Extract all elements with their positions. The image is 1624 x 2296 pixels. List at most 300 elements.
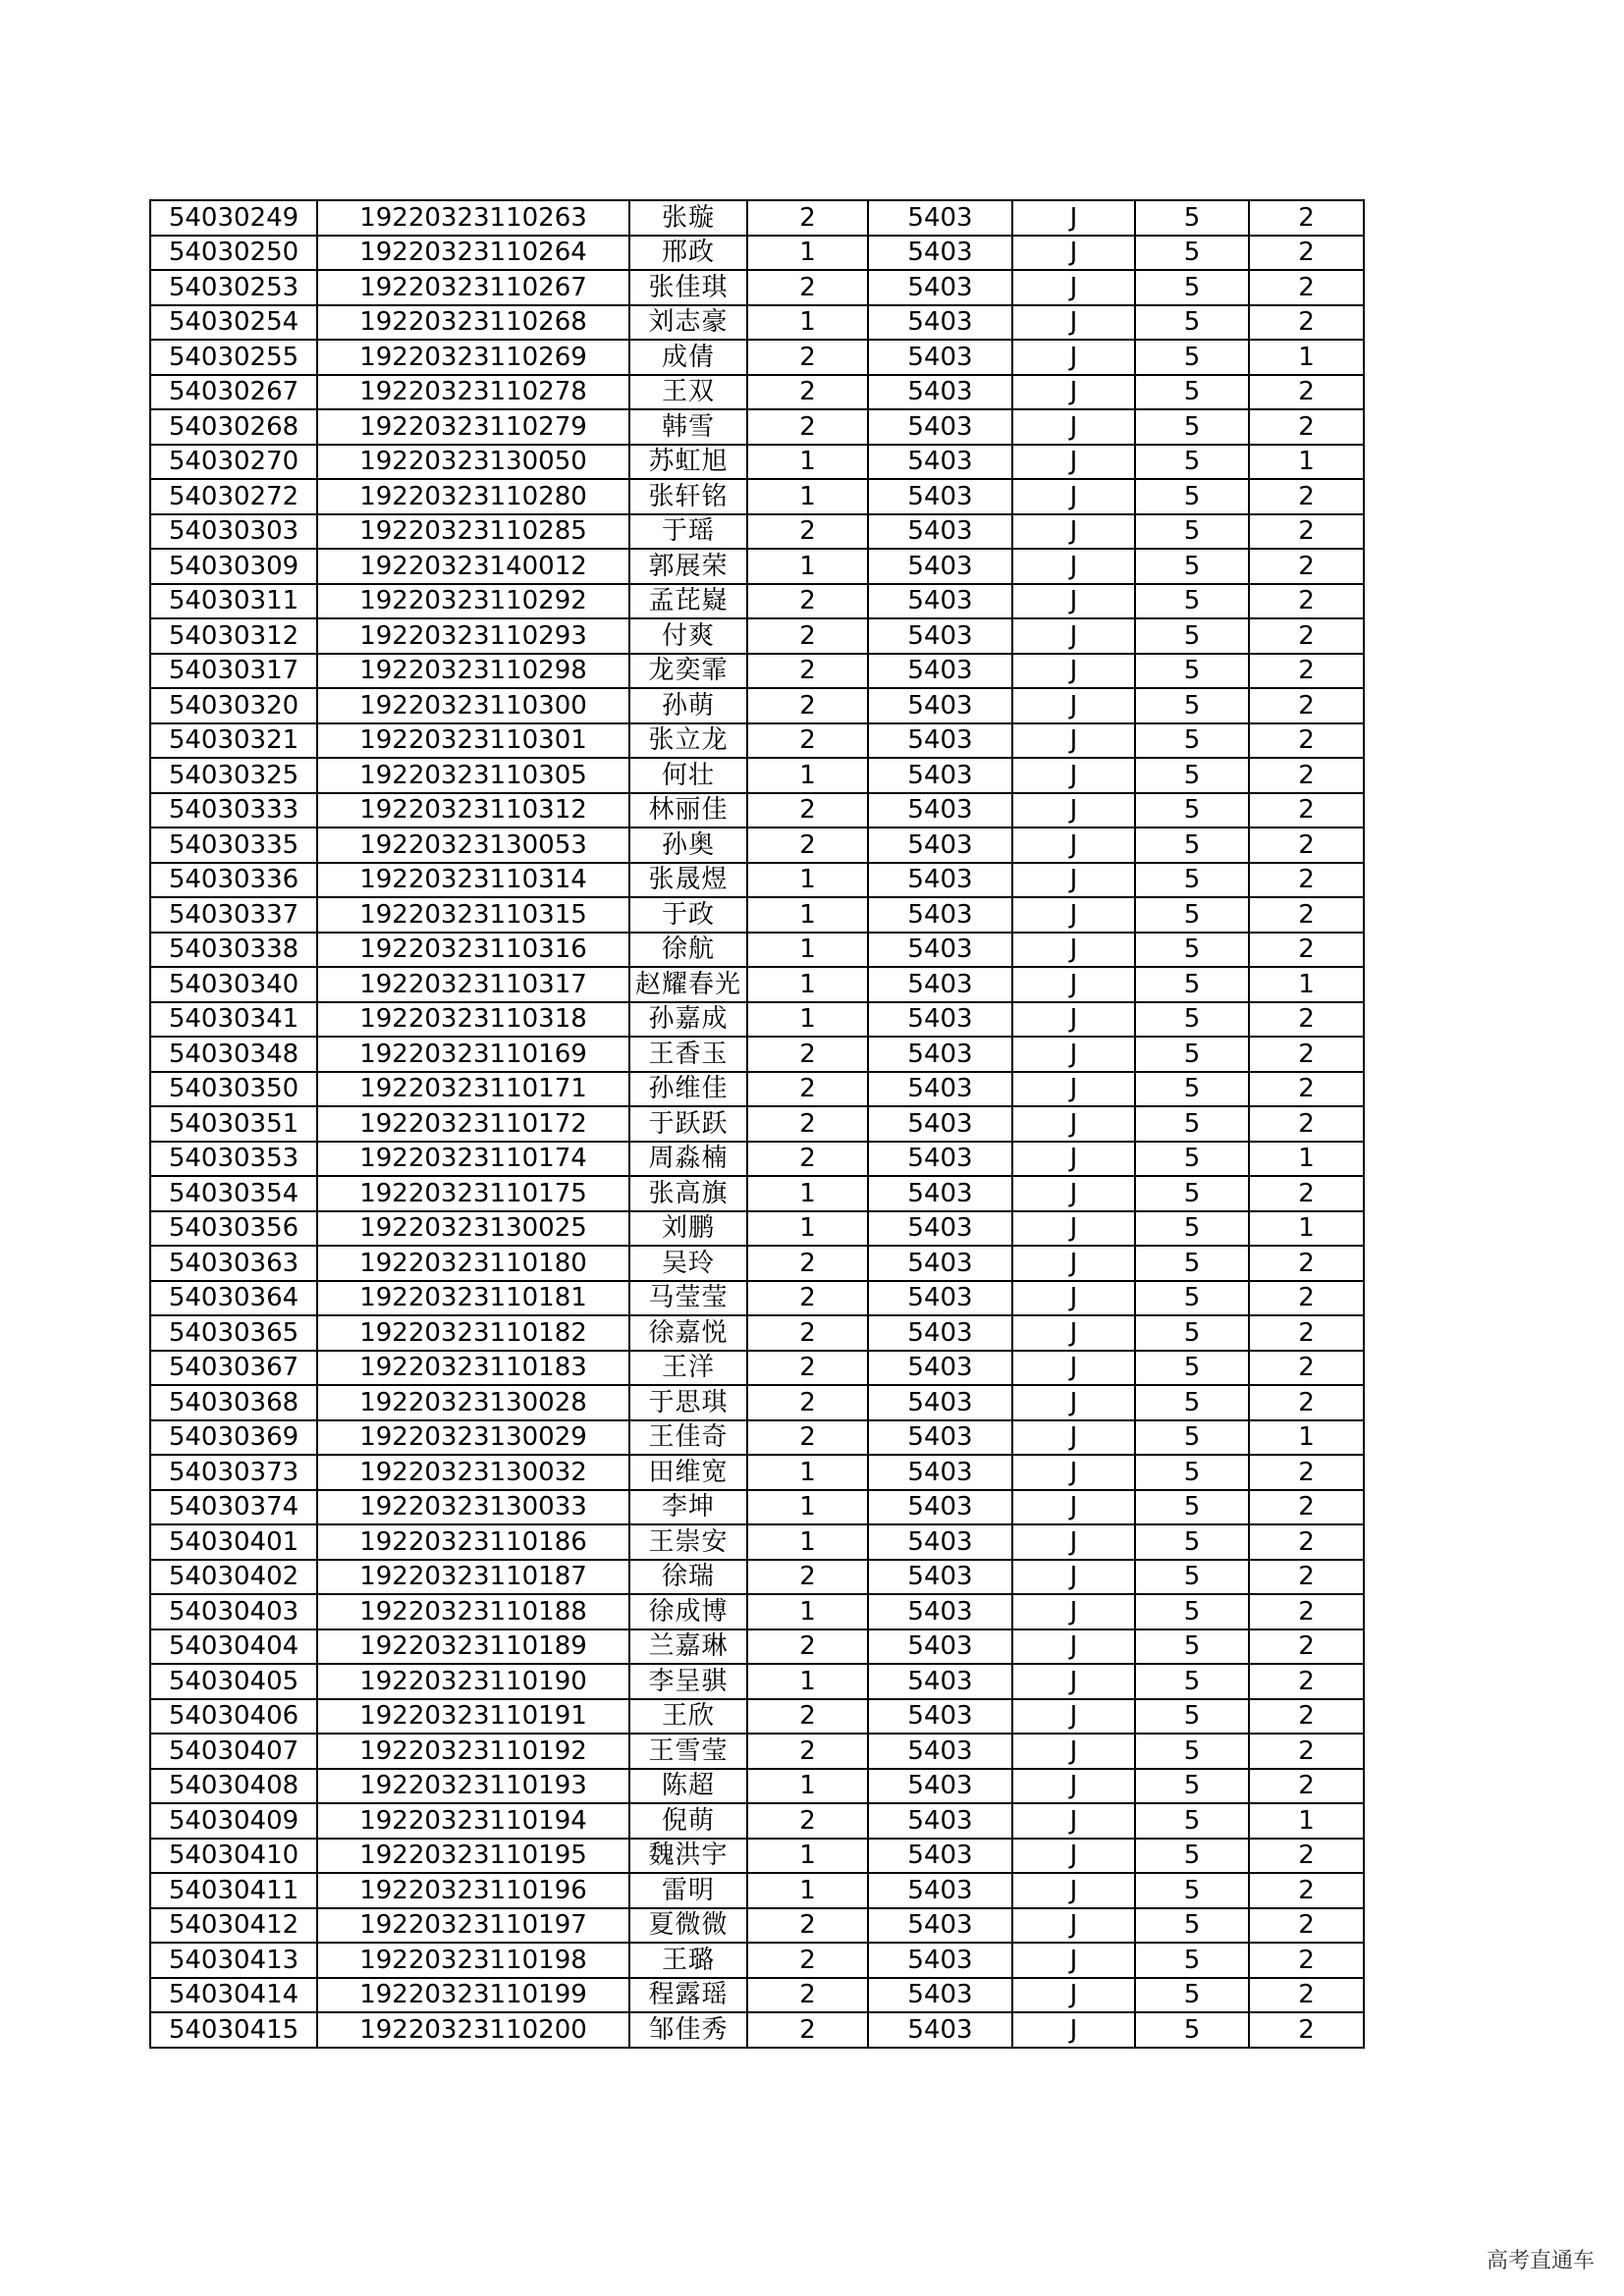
gender-code-cell: 2 (747, 340, 868, 375)
name-cell: 于瑶 (629, 514, 747, 550)
record-number-cell: 54030337 (150, 897, 317, 933)
name-cell: 张璇 (629, 200, 747, 236)
gender-code-cell: 2 (747, 2012, 868, 2048)
gender-code-cell: 1 (747, 236, 868, 271)
status-cell: 2 (1249, 1246, 1364, 1281)
name-cell: 王洋 (629, 1351, 747, 1386)
unit-code-cell: 5403 (868, 1594, 1012, 1629)
category-cell: J (1012, 200, 1135, 236)
name-cell: 林丽佳 (629, 793, 747, 828)
unit-code-cell: 5403 (868, 236, 1012, 271)
record-number-cell: 54030402 (150, 1560, 317, 1595)
name-cell: 徐瑞 (629, 1560, 747, 1595)
gender-code-cell: 1 (747, 1524, 868, 1560)
gender-code-cell: 2 (747, 1246, 868, 1281)
record-number-cell: 54030321 (150, 723, 317, 759)
status-cell: 2 (1249, 1490, 1364, 1525)
level-cell: 5 (1135, 1072, 1249, 1107)
unit-code-cell: 5403 (868, 1246, 1012, 1281)
name-cell: 倪萌 (629, 1803, 747, 1839)
exam-id-cell: 19220323110264 (317, 236, 629, 271)
level-cell: 5 (1135, 863, 1249, 898)
exam-id-cell: 19220323110300 (317, 688, 629, 723)
level-cell: 5 (1135, 1978, 1249, 2013)
record-number-cell: 54030412 (150, 1908, 317, 1944)
category-cell: J (1012, 409, 1135, 445)
record-number-cell: 54030270 (150, 445, 317, 480)
exam-id-cell: 19220323110194 (317, 1803, 629, 1839)
record-number-cell: 54030401 (150, 1524, 317, 1560)
unit-code-cell: 5403 (868, 793, 1012, 828)
gender-code-cell: 2 (747, 1037, 868, 1072)
unit-code-cell: 5403 (868, 1524, 1012, 1560)
category-cell: J (1012, 1106, 1135, 1142)
category-cell: J (1012, 1455, 1135, 1490)
gender-code-cell: 1 (747, 863, 868, 898)
exam-id-cell: 19220323110193 (317, 1769, 629, 1804)
gender-code-cell: 1 (747, 1176, 868, 1211)
level-cell: 5 (1135, 758, 1249, 793)
exam-id-cell: 19220323110190 (317, 1664, 629, 1699)
exam-id-cell: 19220323110174 (317, 1142, 629, 1177)
table-row (150, 1351, 1364, 1386)
status-cell: 2 (1249, 1455, 1364, 1490)
exam-id-cell: 19220323130053 (317, 828, 629, 863)
name-cell: 程露瑶 (629, 1978, 747, 2013)
unit-code-cell: 5403 (868, 933, 1012, 968)
status-cell: 2 (1249, 1351, 1364, 1386)
exam-id-cell: 19220323130050 (317, 445, 629, 480)
unit-code-cell: 5403 (868, 863, 1012, 898)
status-cell: 2 (1249, 305, 1364, 341)
exam-id-cell: 19220323110171 (317, 1072, 629, 1107)
exam-id-cell: 19220323110278 (317, 375, 629, 410)
name-cell: 付爽 (629, 618, 747, 654)
category-cell: J (1012, 305, 1135, 341)
category-cell: J (1012, 618, 1135, 654)
table-row (150, 1142, 1364, 1177)
name-cell: 王崇安 (629, 1524, 747, 1560)
name-cell: 王璐 (629, 1943, 747, 1978)
gender-code-cell: 1 (747, 1455, 868, 1490)
name-cell: 邹佳秀 (629, 2012, 747, 2048)
record-number-cell: 54030368 (150, 1385, 317, 1420)
category-cell: J (1012, 1699, 1135, 1735)
level-cell: 5 (1135, 200, 1249, 236)
level-cell: 5 (1135, 1560, 1249, 1595)
status-cell: 2 (1249, 1281, 1364, 1316)
category-cell: J (1012, 270, 1135, 305)
exam-id-cell: 19220323130033 (317, 1490, 629, 1525)
record-number-cell: 54030253 (150, 270, 317, 305)
table-row (150, 1455, 1364, 1490)
name-cell: 王香玉 (629, 1037, 747, 1072)
exam-id-cell: 19220323110285 (317, 514, 629, 550)
unit-code-cell: 5403 (868, 1769, 1012, 1804)
unit-code-cell: 5403 (868, 1002, 1012, 1038)
category-cell: J (1012, 1873, 1135, 1908)
gender-code-cell: 2 (747, 1699, 868, 1735)
name-cell: 于思琪 (629, 1385, 747, 1420)
level-cell: 5 (1135, 1176, 1249, 1211)
record-number-cell: 54030409 (150, 1803, 317, 1839)
gender-code-cell: 2 (747, 1142, 868, 1177)
table-row (150, 584, 1364, 619)
level-cell: 5 (1135, 2012, 1249, 2048)
table-row (150, 1629, 1364, 1665)
gender-code-cell: 1 (747, 1769, 868, 1804)
table-row (150, 340, 1364, 375)
table-row (150, 967, 1364, 1002)
record-number-cell: 54030351 (150, 1106, 317, 1142)
category-cell: J (1012, 375, 1135, 410)
exam-id-cell: 19220323110195 (317, 1839, 629, 1874)
name-cell: 张轩铭 (629, 479, 747, 514)
record-number-cell: 54030309 (150, 549, 317, 584)
level-cell: 5 (1135, 445, 1249, 480)
level-cell: 5 (1135, 1315, 1249, 1351)
table-row (150, 1072, 1364, 1107)
unit-code-cell: 5403 (868, 1629, 1012, 1665)
category-cell: J (1012, 1176, 1135, 1211)
status-cell: 2 (1249, 1072, 1364, 1107)
gender-code-cell: 2 (747, 200, 868, 236)
record-number-cell: 54030317 (150, 654, 317, 689)
record-number-cell: 54030406 (150, 1699, 317, 1735)
gender-code-cell: 2 (747, 1281, 868, 1316)
category-cell: J (1012, 1629, 1135, 1665)
table-row (150, 618, 1364, 654)
status-cell: 2 (1249, 236, 1364, 271)
level-cell: 5 (1135, 1769, 1249, 1804)
category-cell: J (1012, 1839, 1135, 1874)
status-cell: 2 (1249, 1943, 1364, 1978)
gender-code-cell: 2 (747, 1734, 868, 1769)
unit-code-cell: 5403 (868, 1873, 1012, 1908)
record-number-cell: 54030338 (150, 933, 317, 968)
exam-id-cell: 19220323110200 (317, 2012, 629, 2048)
exam-id-cell: 19220323110189 (317, 1629, 629, 1665)
status-cell: 2 (1249, 1664, 1364, 1699)
name-cell: 郭展荣 (629, 549, 747, 584)
exam-id-cell: 19220323110180 (317, 1246, 629, 1281)
table-row (150, 375, 1364, 410)
unit-code-cell: 5403 (868, 1839, 1012, 1874)
category-cell: J (1012, 549, 1135, 584)
unit-code-cell: 5403 (868, 1490, 1012, 1525)
name-cell: 邢政 (629, 236, 747, 271)
status-cell: 2 (1249, 1037, 1364, 1072)
exam-id-cell: 19220323110292 (317, 584, 629, 619)
record-number-cell: 54030363 (150, 1246, 317, 1281)
name-cell: 孙嘉成 (629, 1002, 747, 1038)
category-cell: J (1012, 967, 1135, 1002)
unit-code-cell: 5403 (868, 375, 1012, 410)
name-cell: 于政 (629, 897, 747, 933)
gender-code-cell: 2 (747, 584, 868, 619)
name-cell: 李坤 (629, 1490, 747, 1525)
table-row (150, 688, 1364, 723)
gender-code-cell: 1 (747, 305, 868, 341)
record-number-cell: 54030311 (150, 584, 317, 619)
record-number-cell: 54030367 (150, 1351, 317, 1386)
level-cell: 5 (1135, 1142, 1249, 1177)
table-row (150, 1002, 1364, 1038)
unit-code-cell: 5403 (868, 1142, 1012, 1177)
name-cell: 赵耀春光 (629, 967, 747, 1002)
record-number-cell: 54030414 (150, 1978, 317, 2013)
status-cell: 2 (1249, 1315, 1364, 1351)
level-cell: 5 (1135, 409, 1249, 445)
category-cell: J (1012, 1908, 1135, 1944)
table-row (150, 1211, 1364, 1247)
unit-code-cell: 5403 (868, 584, 1012, 619)
unit-code-cell: 5403 (868, 1315, 1012, 1351)
gender-code-cell: 2 (747, 270, 868, 305)
table-row (150, 1385, 1364, 1420)
category-cell: J (1012, 1246, 1135, 1281)
exam-id-cell: 19220323110263 (317, 200, 629, 236)
exam-id-cell: 19220323110317 (317, 967, 629, 1002)
category-cell: J (1012, 1037, 1135, 1072)
status-cell: 2 (1249, 409, 1364, 445)
status-cell: 2 (1249, 270, 1364, 305)
gender-code-cell: 1 (747, 897, 868, 933)
name-cell: 吴玲 (629, 1246, 747, 1281)
table-row (150, 1769, 1364, 1804)
name-cell: 孙奥 (629, 828, 747, 863)
gender-code-cell: 1 (747, 1873, 868, 1908)
status-cell: 2 (1249, 549, 1364, 584)
unit-code-cell: 5403 (868, 549, 1012, 584)
category-cell: J (1012, 758, 1135, 793)
status-cell: 2 (1249, 618, 1364, 654)
level-cell: 5 (1135, 793, 1249, 828)
unit-code-cell: 5403 (868, 828, 1012, 863)
table-row (150, 270, 1364, 305)
unit-code-cell: 5403 (868, 1803, 1012, 1839)
table-row (150, 1037, 1364, 1072)
category-cell: J (1012, 236, 1135, 271)
unit-code-cell: 5403 (868, 1072, 1012, 1107)
exam-id-cell: 19220323110199 (317, 1978, 629, 2013)
level-cell: 5 (1135, 1351, 1249, 1386)
table-row (150, 1699, 1364, 1735)
record-number-cell: 54030325 (150, 758, 317, 793)
gender-code-cell: 1 (747, 1839, 868, 1874)
table-row (150, 2012, 1364, 2048)
unit-code-cell: 5403 (868, 897, 1012, 933)
level-cell: 5 (1135, 1490, 1249, 1525)
table-row (150, 1490, 1364, 1525)
name-cell: 何壮 (629, 758, 747, 793)
table-row (150, 1315, 1364, 1351)
record-number-cell: 54030267 (150, 375, 317, 410)
gender-code-cell: 1 (747, 1664, 868, 1699)
exam-id-cell: 19220323110197 (317, 1908, 629, 1944)
status-cell: 2 (1249, 654, 1364, 689)
unit-code-cell: 5403 (868, 1664, 1012, 1699)
status-cell: 2 (1249, 1873, 1364, 1908)
exam-id-cell: 19220323130025 (317, 1211, 629, 1247)
name-cell: 魏洪宇 (629, 1839, 747, 1874)
table-row (150, 1560, 1364, 1595)
unit-code-cell: 5403 (868, 1211, 1012, 1247)
category-cell: J (1012, 1560, 1135, 1595)
table-row (150, 409, 1364, 445)
level-cell: 5 (1135, 723, 1249, 759)
gender-code-cell: 2 (747, 514, 868, 550)
table-row (150, 723, 1364, 759)
table-row (150, 1420, 1364, 1456)
exam-id-cell: 19220323110279 (317, 409, 629, 445)
category-cell: J (1012, 1803, 1135, 1839)
table-row (150, 654, 1364, 689)
gender-code-cell: 1 (747, 1490, 868, 1525)
unit-code-cell: 5403 (868, 1699, 1012, 1735)
category-cell: J (1012, 1769, 1135, 1804)
level-cell: 5 (1135, 654, 1249, 689)
level-cell: 5 (1135, 514, 1249, 550)
exam-id-cell: 19220323110186 (317, 1524, 629, 1560)
exam-id-cell: 19220323110181 (317, 1281, 629, 1316)
gender-code-cell: 2 (747, 1943, 868, 1978)
name-cell: 陈超 (629, 1769, 747, 1804)
table-row (150, 828, 1364, 863)
record-number-cell: 54030303 (150, 514, 317, 550)
name-cell: 刘志豪 (629, 305, 747, 341)
status-cell: 2 (1249, 1699, 1364, 1735)
level-cell: 5 (1135, 897, 1249, 933)
level-cell: 5 (1135, 618, 1249, 654)
level-cell: 5 (1135, 1420, 1249, 1456)
level-cell: 5 (1135, 305, 1249, 341)
record-number-cell: 54030320 (150, 688, 317, 723)
level-cell: 5 (1135, 933, 1249, 968)
name-cell: 孙萌 (629, 688, 747, 723)
level-cell: 5 (1135, 1211, 1249, 1247)
exam-id-cell: 19220323130028 (317, 1385, 629, 1420)
level-cell: 5 (1135, 1037, 1249, 1072)
category-cell: J (1012, 514, 1135, 550)
category-cell: J (1012, 1385, 1135, 1420)
category-cell: J (1012, 1524, 1135, 1560)
status-cell: 2 (1249, 1769, 1364, 1804)
table-row (150, 305, 1364, 341)
record-number-cell: 54030365 (150, 1315, 317, 1351)
status-cell: 1 (1249, 340, 1364, 375)
unit-code-cell: 5403 (868, 409, 1012, 445)
name-cell: 李呈骐 (629, 1664, 747, 1699)
level-cell: 5 (1135, 1664, 1249, 1699)
status-cell: 2 (1249, 688, 1364, 723)
category-cell: J (1012, 1734, 1135, 1769)
name-cell: 苏虹旭 (629, 445, 747, 480)
status-cell: 2 (1249, 584, 1364, 619)
name-cell: 张晟煜 (629, 863, 747, 898)
name-cell: 刘鹏 (629, 1211, 747, 1247)
record-number-cell: 54030374 (150, 1490, 317, 1525)
unit-code-cell: 5403 (868, 340, 1012, 375)
record-number-cell: 54030350 (150, 1072, 317, 1107)
record-number-cell: 54030403 (150, 1594, 317, 1629)
name-cell: 雷明 (629, 1873, 747, 1908)
category-cell: J (1012, 793, 1135, 828)
exam-id-cell: 19220323110318 (317, 1002, 629, 1038)
category-cell: J (1012, 479, 1135, 514)
status-cell: 2 (1249, 1734, 1364, 1769)
unit-code-cell: 5403 (868, 1908, 1012, 1944)
gender-code-cell: 2 (747, 828, 868, 863)
exam-id-cell: 19220323110267 (317, 270, 629, 305)
category-cell: J (1012, 654, 1135, 689)
unit-code-cell: 5403 (868, 758, 1012, 793)
watermark-text: 高考直通车 (1486, 2249, 1595, 2273)
exam-id-cell: 19220323110188 (317, 1594, 629, 1629)
gender-code-cell: 1 (747, 549, 868, 584)
unit-code-cell: 5403 (868, 618, 1012, 654)
record-number-cell: 54030415 (150, 2012, 317, 2048)
gender-code-cell: 2 (747, 409, 868, 445)
level-cell: 5 (1135, 1908, 1249, 1944)
status-cell: 2 (1249, 897, 1364, 933)
level-cell: 5 (1135, 1106, 1249, 1142)
exam-id-cell: 19220323110172 (317, 1106, 629, 1142)
record-number-cell: 54030404 (150, 1629, 317, 1665)
gender-code-cell: 2 (747, 1072, 868, 1107)
table-row (150, 200, 1364, 236)
unit-code-cell: 5403 (868, 1560, 1012, 1595)
record-number-cell: 54030407 (150, 1734, 317, 1769)
category-cell: J (1012, 933, 1135, 968)
status-cell: 1 (1249, 445, 1364, 480)
category-cell: J (1012, 1315, 1135, 1351)
record-number-cell: 54030411 (150, 1873, 317, 1908)
status-cell: 2 (1249, 723, 1364, 759)
exam-id-cell: 19220323110293 (317, 618, 629, 654)
table-row (150, 1106, 1364, 1142)
exam-id-cell: 19220323110298 (317, 654, 629, 689)
name-cell: 徐成博 (629, 1594, 747, 1629)
category-cell: J (1012, 340, 1135, 375)
level-cell: 5 (1135, 1524, 1249, 1560)
gender-code-cell: 2 (747, 1420, 868, 1456)
table-row (150, 1978, 1364, 2013)
status-cell: 2 (1249, 1385, 1364, 1420)
name-cell: 徐航 (629, 933, 747, 968)
name-cell: 张佳琪 (629, 270, 747, 305)
table-row (150, 758, 1364, 793)
unit-code-cell: 5403 (868, 479, 1012, 514)
level-cell: 5 (1135, 1943, 1249, 1978)
status-cell: 1 (1249, 1142, 1364, 1177)
level-cell: 5 (1135, 1594, 1249, 1629)
category-cell: J (1012, 1594, 1135, 1629)
exam-id-cell: 19220323110312 (317, 793, 629, 828)
gender-code-cell: 2 (747, 1351, 868, 1386)
gender-code-cell: 2 (747, 793, 868, 828)
unit-code-cell: 5403 (868, 688, 1012, 723)
name-cell: 王双 (629, 375, 747, 410)
name-cell: 孙维佳 (629, 1072, 747, 1107)
table-row (150, 933, 1364, 968)
table-row (150, 1664, 1364, 1699)
level-cell: 5 (1135, 1385, 1249, 1420)
table-row (150, 793, 1364, 828)
level-cell: 5 (1135, 549, 1249, 584)
name-cell: 孟芘嶷 (629, 584, 747, 619)
status-cell: 2 (1249, 1176, 1364, 1211)
